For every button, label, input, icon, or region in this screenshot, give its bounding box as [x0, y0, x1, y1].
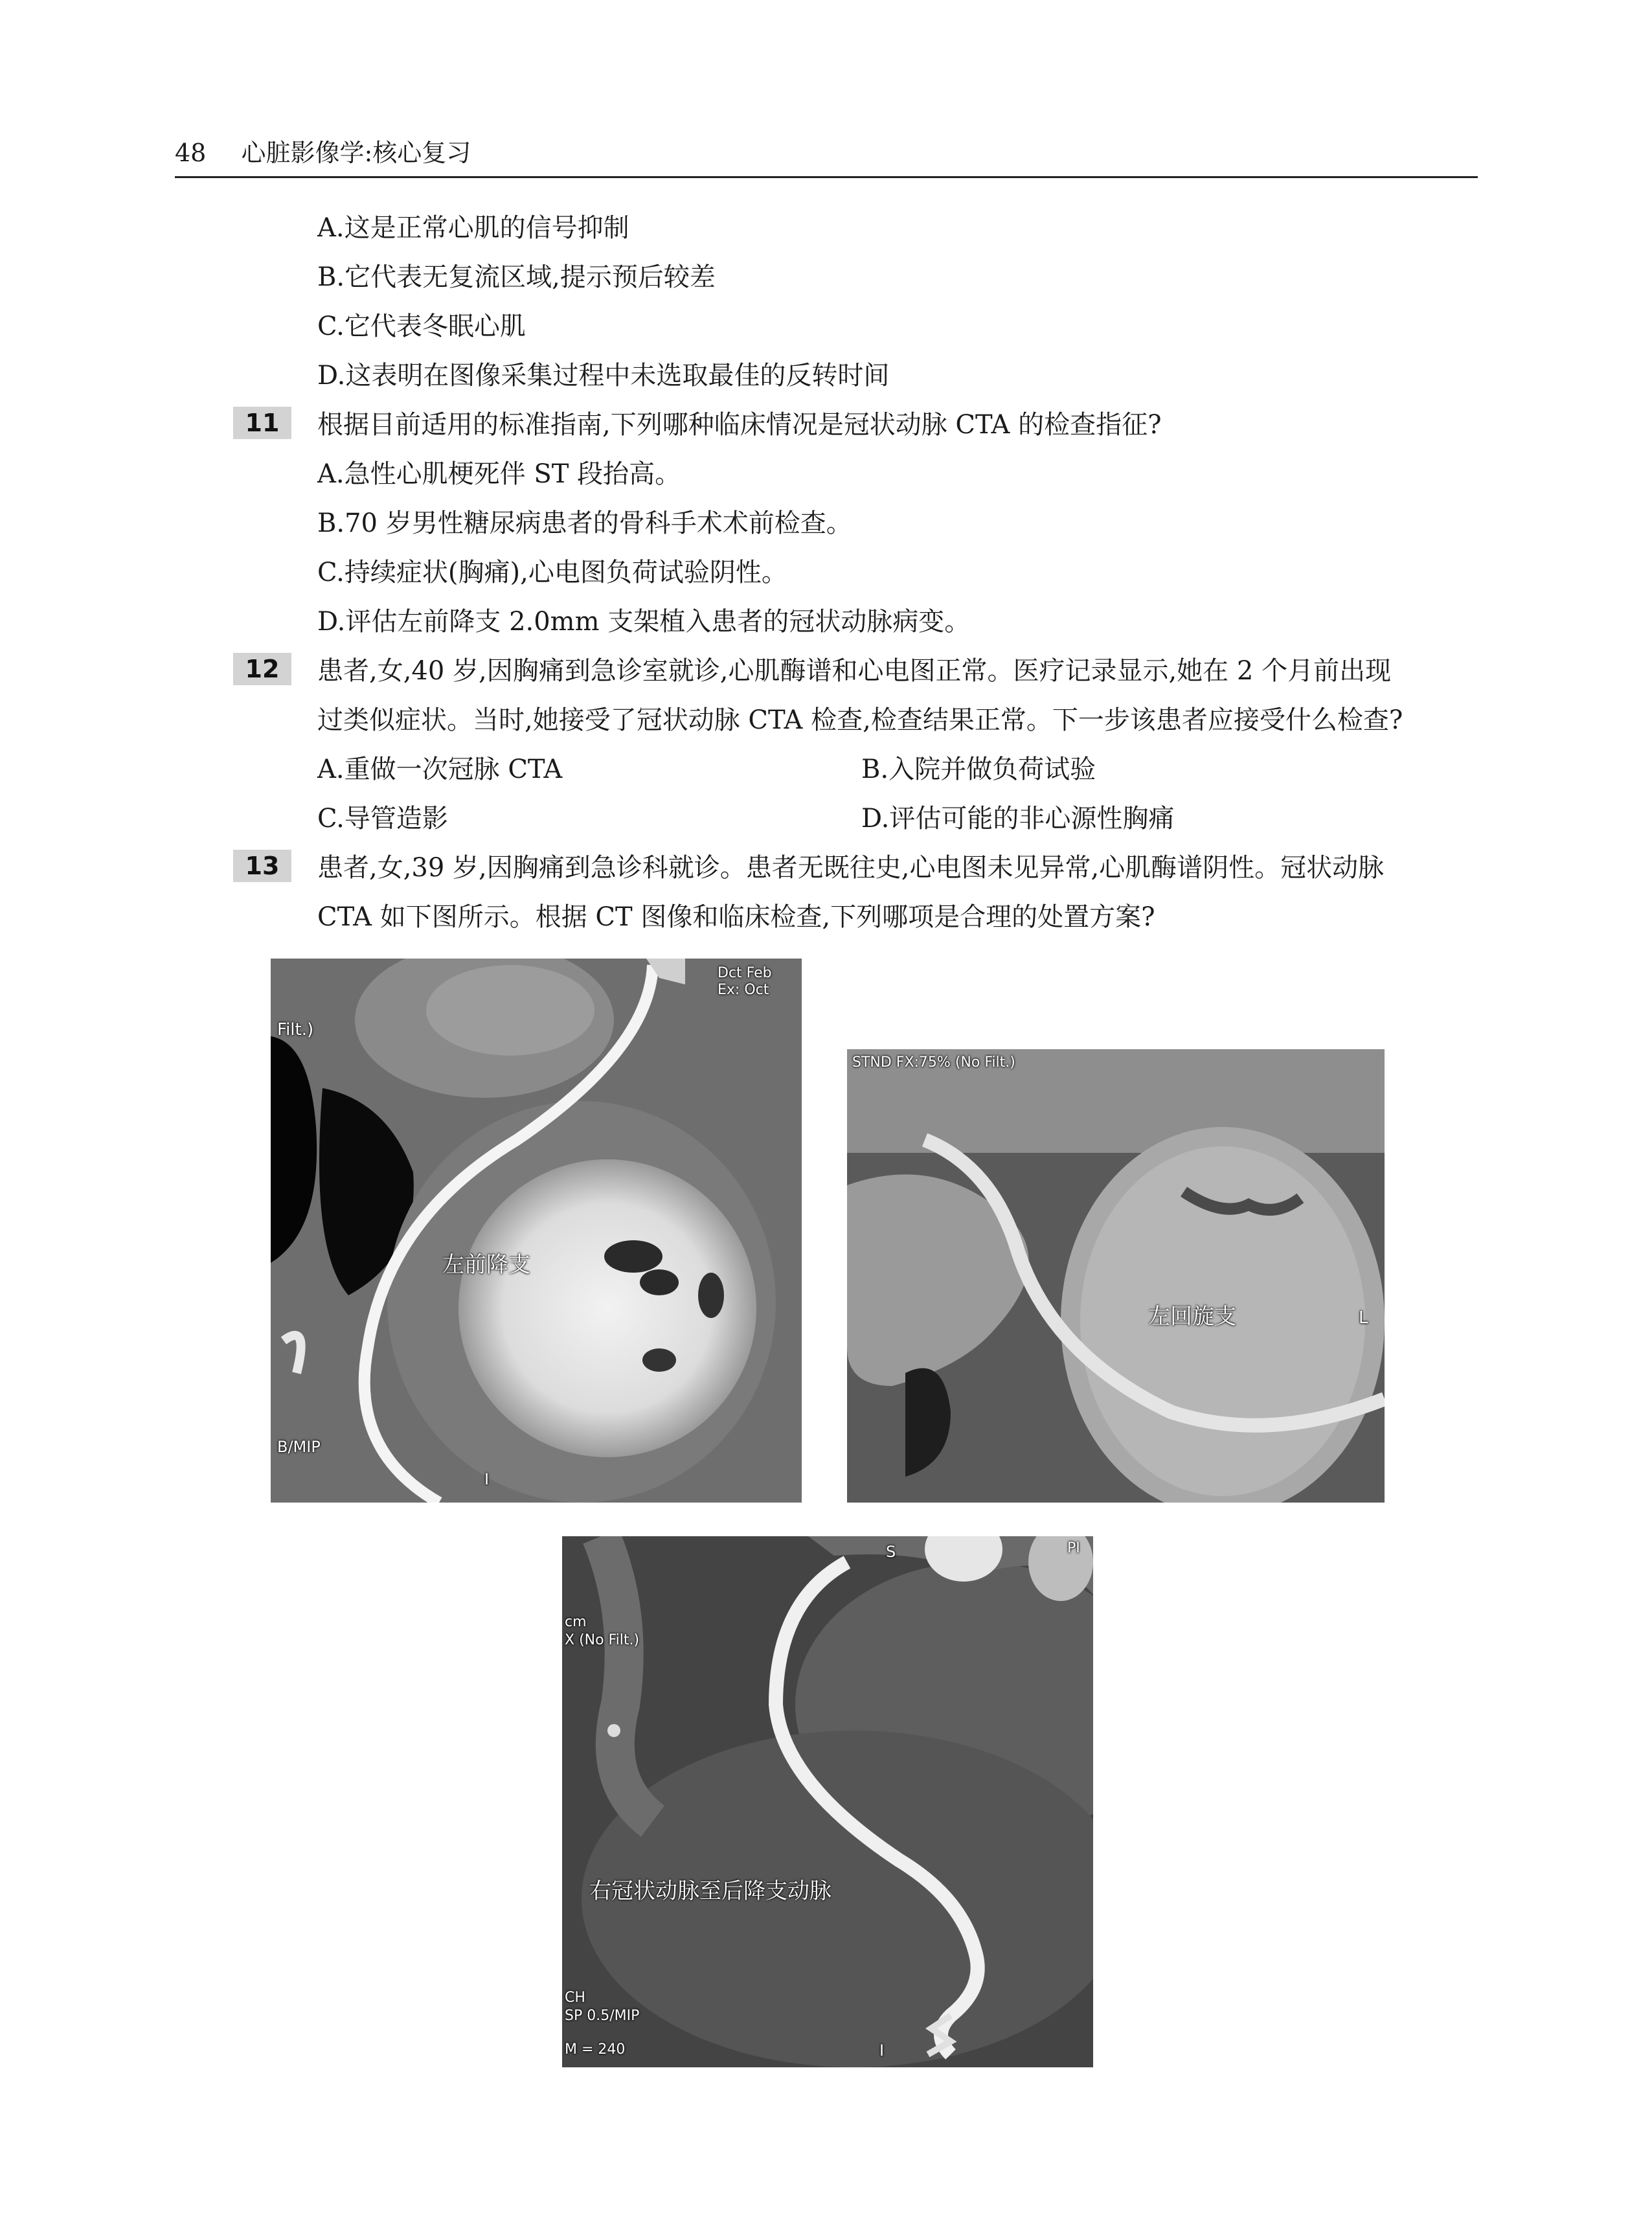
ct-overlay-inferior: I: [484, 1470, 490, 1488]
q10-option-c: C.它代表冬眠心肌: [317, 312, 526, 341]
label-rca: 右冠状动脉至后降支动脉: [589, 1878, 832, 1904]
q12-option-a: A.重做一次冠脉 CTA: [317, 755, 563, 784]
q12-stem-line-2: 过类似症状。当时,她接受了冠状动脉 CTA 检查,检查结果正常。下一步该患者应接受什么检查?: [317, 705, 1403, 735]
q12-stem-line-1: 患者,女,40 岁,因胸痛到急诊室就诊,心肌酶谱和心电图正常。医疗记录显示,她在 2 个月前出现: [317, 656, 1392, 686]
ct-overlay-superior: S: [886, 1543, 896, 1561]
q11-option-b: B.70 岁男性糖尿病患者的骨科手术术前检查。: [317, 508, 852, 538]
ct-overlay-m: M = 240: [565, 2041, 626, 2058]
ct-overlay-nofilt: X (No Filt.): [565, 1632, 640, 1648]
page-number: 48: [175, 139, 207, 167]
question-number-13: 13: [233, 850, 291, 882]
ct-overlay-stnd: STND FX:75% (No Filt.): [852, 1054, 1015, 1071]
q12-option-b: B.入院并做负荷试验: [861, 755, 1096, 784]
q11-option-d: D.评估左前降支 2.0mm 支架植入患者的冠状动脉病变。: [317, 607, 971, 637]
ct-image-rca: [562, 1536, 1093, 2067]
q13-stem-line-2: CTA 如下图所示。根据 CT 图像和临床检查,下列哪项是合理的处置方案?: [317, 902, 1155, 932]
question-number-11: 11: [233, 407, 291, 439]
ct-overlay-pi: PI: [1067, 1540, 1080, 1556]
ct-overlay-ch: CH: [565, 1990, 585, 2006]
question-number-12: 12: [233, 653, 291, 685]
q11-option-c: C.持续症状(胸痛),心电图负荷试验阴性。: [317, 558, 787, 587]
running-header: [175, 133, 471, 168]
q11-stem: 根据目前适用的标准指南,下列哪种临床情况是冠状动脉 CTA 的检查指征?: [317, 410, 1162, 440]
label-lad: 左前降支: [442, 1252, 530, 1278]
ct-overlay-sp: SP 0.5/MIP: [565, 2008, 640, 2024]
q12-option-d: D.评估可能的非心源性胸痛: [861, 804, 1175, 834]
ct-overlay-filter: Filt.): [277, 1020, 314, 1039]
ct-image-lcx: [847, 1049, 1385, 1503]
ct-overlay-left: L: [1359, 1308, 1368, 1328]
q13-stem-line-1: 患者,女,39 岁,因胸痛到急诊科就诊。患者无既往史,心电图未见异常,心肌酶谱阴性。冠状动脉: [317, 853, 1385, 883]
q10-option-b: B.它代表无复流区域,提示预后较差: [317, 262, 716, 292]
ct-overlay-inferior-rca: I: [879, 2041, 885, 2060]
ct-image-lad: [271, 959, 802, 1503]
header-rule: [175, 176, 1478, 178]
ct-overlay-date: Dct Feb: [718, 965, 772, 981]
q11-option-a: A.急性心肌梗死伴 ST 段抬高。: [317, 459, 681, 489]
q10-option-d: D.这表明在图像采集过程中未选取最佳的反转时间: [317, 361, 890, 391]
q12-option-c: C.导管造影: [317, 804, 448, 834]
ct-overlay-cm: cm: [565, 1614, 587, 1630]
book-title: 心脏影像学:核心复习: [241, 139, 471, 167]
q10-option-a: A.这是正常心肌的信号抑制: [317, 213, 629, 243]
ct-overlay-mip: B/MIP: [277, 1438, 321, 1456]
ct-overlay-exam: Ex: Oct: [718, 982, 769, 998]
label-lcx: 左回旋支: [1148, 1304, 1236, 1330]
